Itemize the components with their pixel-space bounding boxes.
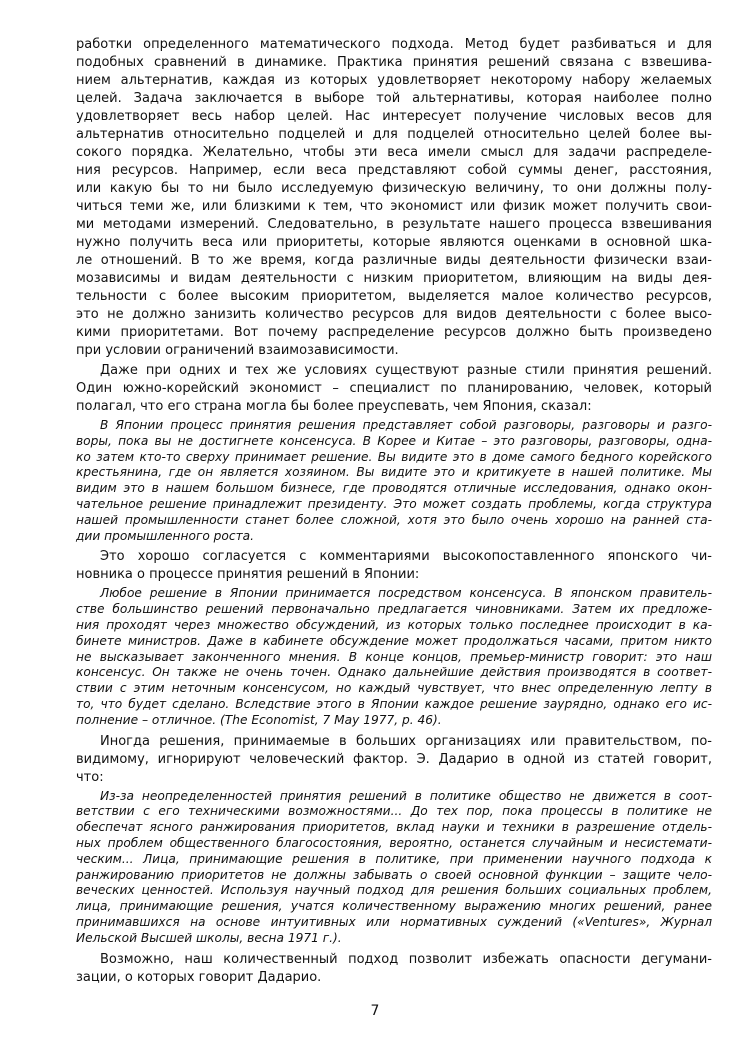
text-line: Это хорошо согласуется с комментариями высокопоставленного японского чи- bbox=[100, 549, 712, 565]
paragraph bbox=[76, 36, 712, 360]
text-line: полнение – отличное. (The Economist, 7 May 1977, p. 46). bbox=[76, 712, 442, 727]
text-line: ния проходят через множество обсуждений, из которых только последнее происходит в ка- bbox=[76, 617, 712, 632]
text-line: дии промышленного роста. bbox=[76, 528, 255, 543]
text-line: ния ресурсов. Например, если веса представляют собой суммы денег, расстояния, bbox=[76, 163, 712, 178]
text-line: видимому, игнорируют человеческий фактор. Э. Дадарио в одной из статей говорит, bbox=[76, 751, 712, 767]
text-line: целей. Задача заключается в выборе той альтернативы, которая наиболее полно bbox=[76, 91, 712, 106]
text-line: полагал, что его страна могла бы более преуспевать, чем Япония, сказал: bbox=[76, 399, 592, 414]
text-line: принимавшихся на основе интуитивных или нормативных суждений («Ventures», Журнал bbox=[76, 914, 712, 929]
text-line: Иельской Высшей школы, весна 1971 г.). bbox=[76, 930, 342, 945]
text-line: консенсус. Он также не очень точен. Однако дальнейшие действия производятся в соответ- bbox=[76, 665, 712, 680]
text-line: Возможно, наш количественный подход позволит избежать опасности дегумани- bbox=[100, 951, 712, 967]
text-line: ческим... Лица, принимающие решения в политике, при применении научного подхода к bbox=[76, 851, 712, 866]
block-quote bbox=[76, 789, 712, 947]
text-line: обеспечат ясного ранжирования приоритетов, вклад науки и техники в разрешение отдель- bbox=[76, 820, 712, 835]
text-line: Один южно-корейский экономист – специалист по планированию, человек, который bbox=[76, 381, 712, 396]
text-line: то, что будет сделано. Вследствие этого в Японии каждое решение заурядно, однако его ис- bbox=[76, 696, 712, 711]
text-line: Даже при одних и тех же условиях существуют разные стили принятия решений. bbox=[100, 363, 712, 378]
text-line: Из-за неопределенностей принятия решений в политике общество не движется в соот- bbox=[100, 788, 712, 803]
text-line: нужно получить веса или приоритеты, которые являются оценками в основной шка- bbox=[76, 235, 712, 250]
text-line: при условии ограничений взаимозависимости. bbox=[76, 343, 399, 358]
text-line: чательное решение принадлежит президенту. Это может создать проблемы, когда структура bbox=[76, 496, 712, 511]
text-line: бинете министров. Даже в кабинете обсуждение может продолжаться часами, притом никто bbox=[76, 633, 712, 648]
text-line: Иногда решения, принимаемые в больших организациях или правительством, по- bbox=[100, 733, 712, 749]
paragraph bbox=[76, 733, 712, 787]
text-line: не высказывает законченного мнения. В конце концов, премьер-министр говорит: это наш bbox=[76, 649, 712, 664]
text-line: зации, о которых говорит Дадарио. bbox=[76, 969, 322, 985]
block-quote bbox=[76, 586, 712, 728]
text-line: ко затем кто-то сверху принимает решение. Вы видите это в доме самого бедного корейского bbox=[76, 449, 712, 464]
text-line: ле отношений. В то же время, когда различные виды деятельности физически взаи- bbox=[76, 253, 712, 268]
text-line: или какую бы то ни было исследуемую физическую величину, то они должны полу- bbox=[76, 181, 712, 196]
text-line: нием альтернатив, каждая из которых удовлетворяет некоторому набору желаемых bbox=[76, 73, 712, 88]
text-line: работки определенного математического подхода. Метод будет разбиваться и для bbox=[76, 37, 712, 52]
page-number: 7 bbox=[370, 1003, 380, 1019]
text-line: альтернатив относительно подцелей и для подцелей относительно целей более вы- bbox=[76, 127, 712, 142]
paragraph bbox=[76, 548, 712, 584]
text-line: ствии с этим неточным консенсусом, но каждый чувствует, что внес определенную лепту в bbox=[76, 681, 712, 696]
text-line: воры, пока вы не достигнете консенсуса. В Корее и Китае – это разговоры, разговоры, одна- bbox=[76, 433, 712, 448]
text-line: сокого порядка. Желательно, чтобы эти веса имели смысл для задачи распределе- bbox=[76, 145, 712, 160]
text-line: подобных сравнений в динамике. Практика принятия решений связана с взвешива- bbox=[76, 55, 712, 70]
block-quote bbox=[76, 418, 712, 544]
text-line: В Японии процесс принятия решения представляет собой разговоры, разговоры и разго- bbox=[100, 418, 712, 432]
text-line: ных проблем общественного благосостояния, вероятно, останется случайным и несистемати- bbox=[76, 835, 712, 850]
text-line: читься теми же, или близкими к тем, что экономист или физик может получить свои- bbox=[76, 199, 712, 214]
text-line: стве большинство решений первоначально предлагается чиновниками. Затем их предложе- bbox=[76, 602, 712, 617]
text-line: удовлетворяет весь набор целей. Нас интересует получение числовых весов для bbox=[76, 109, 712, 124]
text-line: тельности с более высоким приоритетом, выделяется малое количество ресурсов, bbox=[76, 289, 712, 304]
text-line: лица, принимающие решения, учатся количественному выражению многих решений, ранее bbox=[76, 899, 712, 914]
text-line: ранжированию приоритетов не должны забывать о своей основной функции – защите чело- bbox=[76, 867, 712, 882]
text-line: крестьянина, где он является хозяином. Вы видите это и критикуете в нашей политике. Мы bbox=[76, 465, 712, 480]
text-line: нашей промышленности станет более сложной, хотя это было очень хорошо на ранней ста- bbox=[76, 512, 712, 527]
text-line: видим это в нашем большом бизнесе, где проводятся отличные исследования, однако окон- bbox=[76, 481, 712, 496]
text-line: мозависимы и видам деятельности с низким приоритетом, влияющим на виды дея- bbox=[76, 271, 712, 286]
text-line: что: bbox=[76, 769, 104, 785]
text-line: Любое решение в Японии принимается посредством консенсуса. В японском правитель- bbox=[100, 586, 712, 601]
text-line: веческих ценностей. Используя научный подход для решения больших социальных проблем, bbox=[76, 883, 712, 898]
text-line: ми методами измерений. Следовательно, в результате нашего процесса взвешивания bbox=[76, 217, 712, 232]
paragraph bbox=[76, 362, 712, 416]
text-line: это не должно занизить количество ресурсов для видов деятельности с более высо- bbox=[76, 307, 712, 322]
text-line: кими приоритетами. Вот почему распределение ресурсов должно быть произведено bbox=[76, 325, 712, 340]
text-line: новника о процессе принятия решений в Японии: bbox=[76, 567, 420, 583]
document-page bbox=[76, 36, 712, 989]
paragraph bbox=[76, 951, 712, 987]
text-line: ветствии с его техническими возможностями... До тех пор, пока процессы в политике не bbox=[76, 804, 712, 819]
